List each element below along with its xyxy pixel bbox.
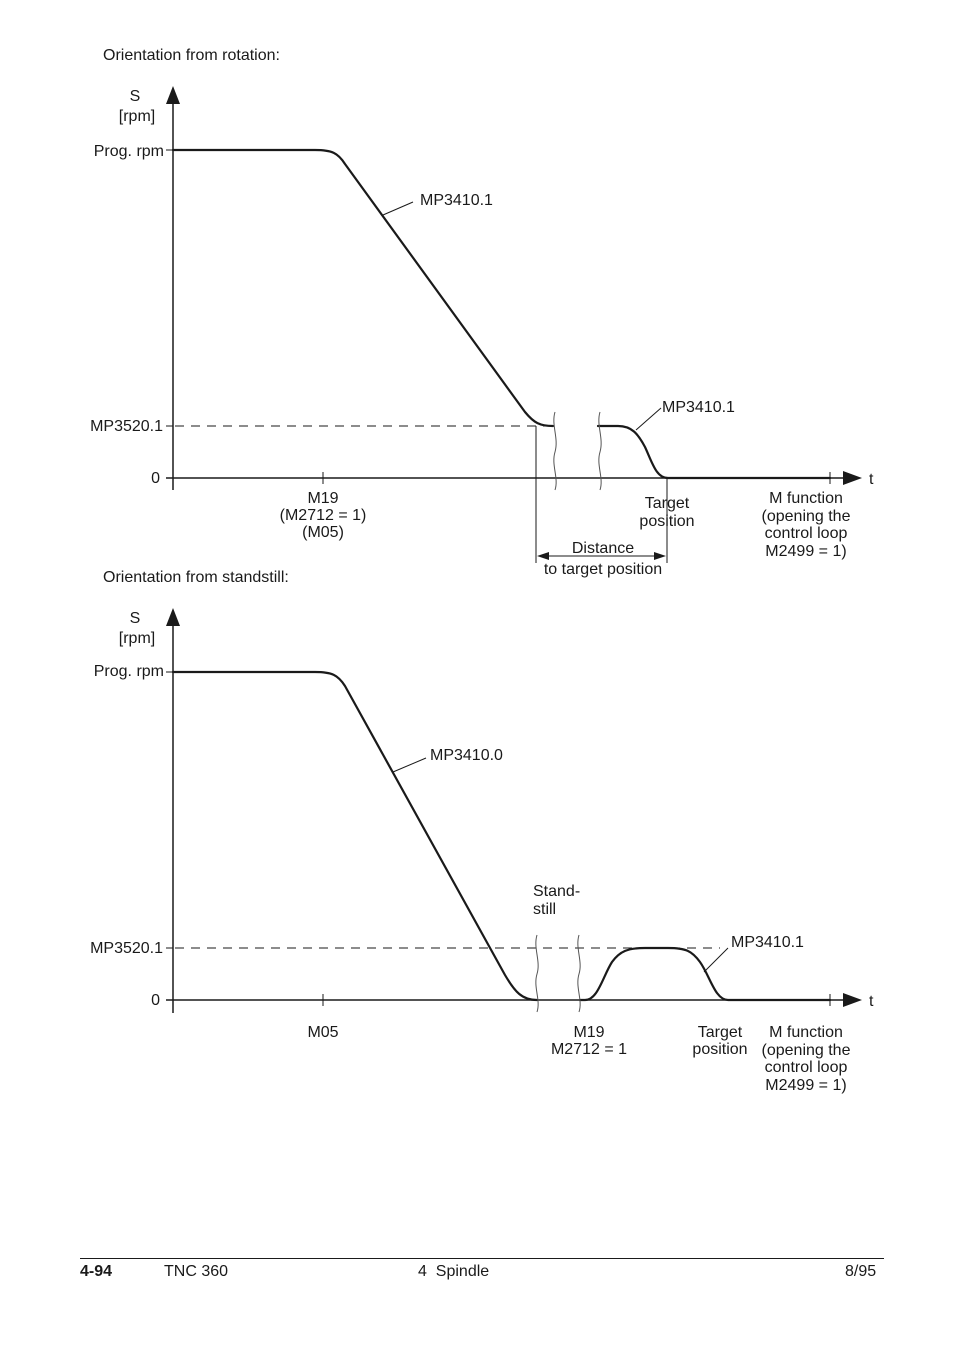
t-axis-arrow bbox=[843, 993, 862, 1007]
prog-rpm-label: Prog. rpm bbox=[93, 663, 164, 680]
chapter-title: 4 Spindle bbox=[418, 1263, 490, 1280]
m05-label: M05 bbox=[307, 1024, 339, 1041]
mp3520-label: MP3520.1 bbox=[90, 940, 163, 957]
target-position-label: Target bbox=[644, 495, 690, 512]
footer-rule bbox=[80, 1258, 884, 1259]
target-position-label: Target bbox=[697, 1024, 743, 1041]
m-function-label: M function bbox=[769, 1024, 843, 1041]
m19-label: M19 bbox=[307, 490, 339, 507]
diagram2-standstill bbox=[0, 600, 954, 1100]
m19-label: M19 bbox=[573, 1024, 605, 1041]
y-axis-label: S bbox=[129, 88, 141, 105]
prog-rpm-label: Prog. rpm bbox=[93, 143, 164, 160]
speed-curve-ramp bbox=[173, 150, 553, 426]
curve-label-position: MP3410.1 bbox=[731, 934, 804, 951]
t-axis-arrow bbox=[843, 471, 862, 485]
svg-text:M2499 = 1): M2499 = 1) bbox=[765, 1077, 847, 1094]
svg-text:(M2712 = 1): (M2712 = 1) bbox=[279, 507, 367, 524]
mp3520-label: MP3520.1 bbox=[90, 418, 163, 435]
standstill-label: Stand- bbox=[533, 883, 581, 900]
curve-label-ramp: MP3410.1 bbox=[420, 192, 493, 209]
curve-label-ramp: MP3410.0 bbox=[430, 747, 503, 764]
page-number: 4-94 bbox=[80, 1263, 113, 1280]
svg-text:to target position: to target position bbox=[543, 561, 663, 578]
diagram1-caption: Orientation from rotation: bbox=[103, 47, 280, 64]
svg-text:control loop: control loop bbox=[764, 525, 848, 542]
y-axis-unit: [rpm] bbox=[118, 108, 156, 125]
edition-date: 8/95 bbox=[845, 1263, 877, 1280]
t-axis-label: t bbox=[869, 993, 874, 1010]
m-function-label: M function bbox=[769, 490, 843, 507]
product-name: TNC 360 bbox=[164, 1263, 229, 1280]
svg-text:(M05): (M05) bbox=[302, 524, 344, 541]
svg-text:(opening the: (opening the bbox=[761, 508, 851, 525]
y-axis-label: S bbox=[129, 610, 141, 627]
svg-text:position: position bbox=[639, 513, 695, 530]
y-axis-arrow bbox=[166, 608, 180, 626]
diagram1-rotation bbox=[0, 80, 954, 590]
y-axis-arrow bbox=[166, 86, 180, 104]
t-axis-label: t bbox=[869, 471, 874, 488]
y-axis-unit: [rpm] bbox=[118, 630, 156, 647]
speed-curve-position bbox=[598, 426, 830, 478]
diagram2-caption: Orientation from standstill: bbox=[103, 569, 289, 586]
zero-label: 0 bbox=[151, 992, 160, 1009]
curve-label-position: MP3410.1 bbox=[662, 399, 735, 416]
speed-curve-position bbox=[580, 948, 830, 1000]
distance-label: Distance bbox=[571, 540, 635, 557]
svg-text:control loop: control loop bbox=[764, 1059, 848, 1076]
speed-curve-ramp bbox=[173, 672, 537, 1000]
svg-text:still: still bbox=[533, 901, 557, 918]
svg-text:position: position bbox=[692, 1041, 748, 1058]
svg-text:(opening the: (opening the bbox=[761, 1042, 851, 1059]
svg-text:M2712 = 1: M2712 = 1 bbox=[550, 1041, 628, 1058]
zero-label: 0 bbox=[151, 470, 160, 487]
svg-text:M2499 = 1): M2499 = 1) bbox=[765, 543, 847, 560]
